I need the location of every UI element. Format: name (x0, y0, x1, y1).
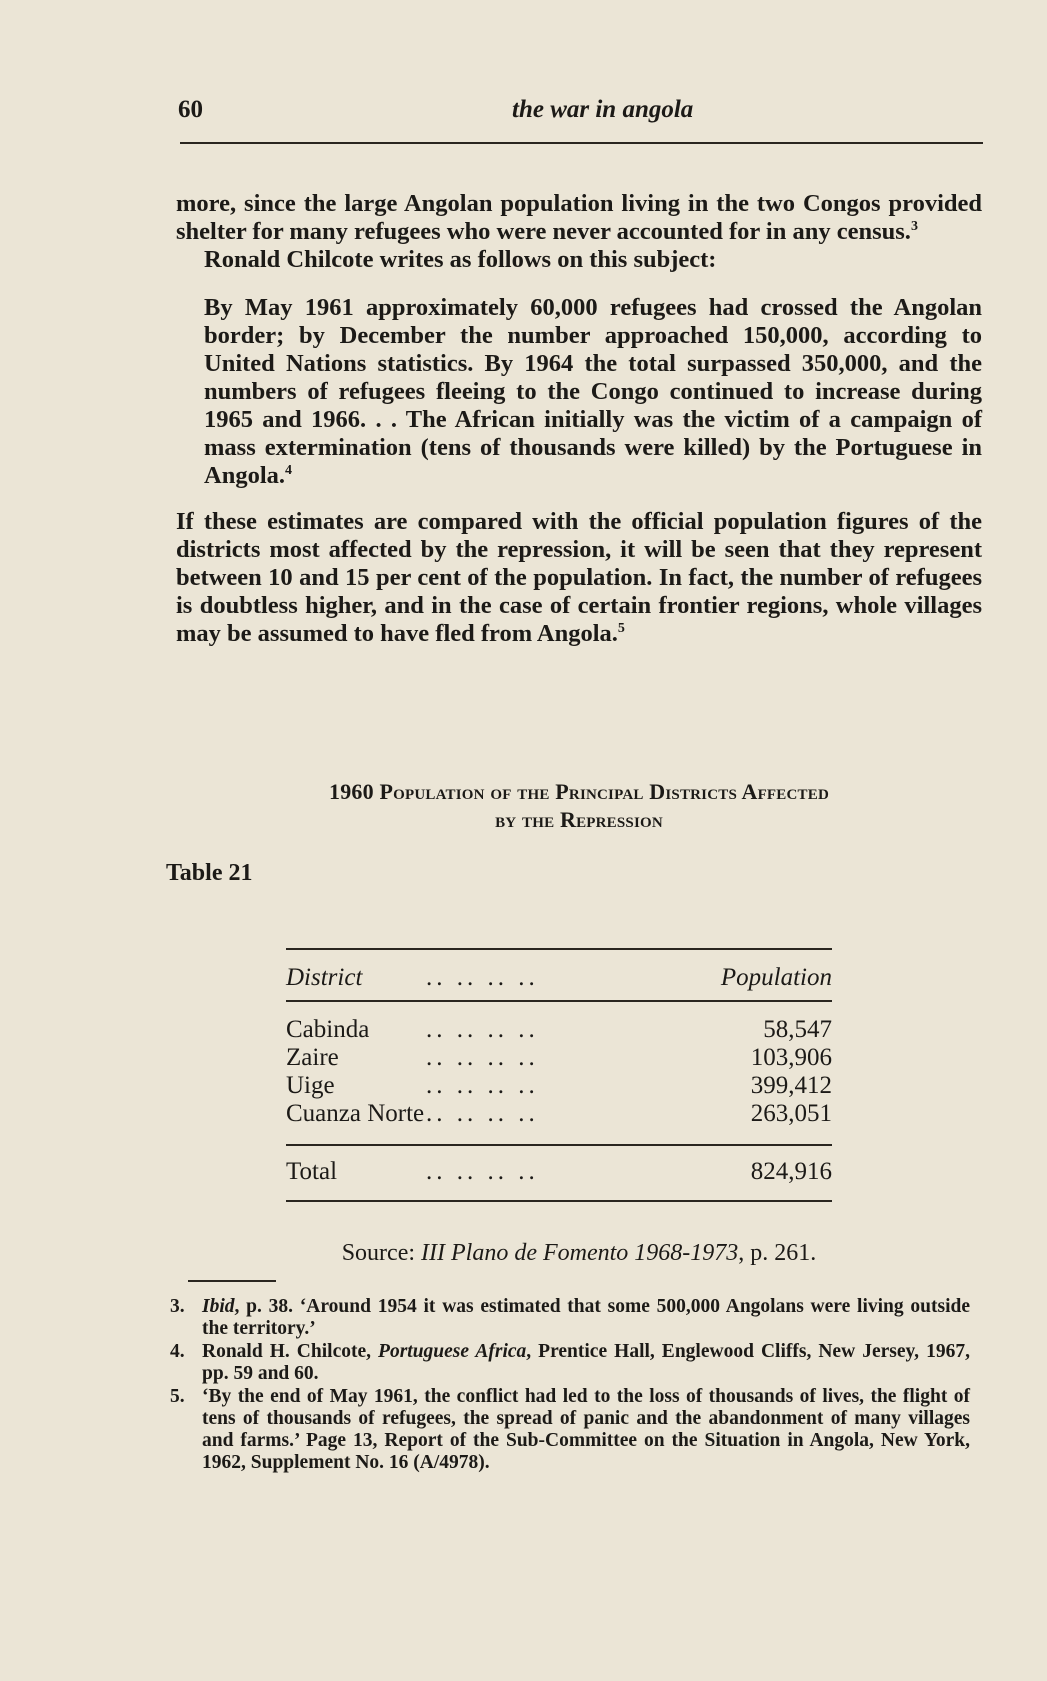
leader-dots: .. .. .. .. (426, 1100, 539, 1127)
block-quote: By May 1961 approximately 60,000 refugees had crossed the Angolan border; by December the number approached 150,000, according to United Nations statistics. By 1964 the total surpassed 350,000, and the numbers of refugees fleeing to the Congo continued to increase during 1965 and 1966. . . The African initially was the victim of a campaign of mass extermination (tens of thousands were killed) by the Portuguese in Angola.$^4$ (204, 294, 982, 489)
leader-dots: .. .. .. .. (426, 1016, 539, 1043)
leader-dots: .. .. .. .. (426, 1072, 539, 1099)
leader-dots: .. .. .. .. (426, 1158, 539, 1185)
paragraph-1: more, since the large Angolan population living in the two Congos provided shelter for many refugees who were never accounted for in any census.$^3$ (176, 190, 982, 245)
body-text (176, 190, 982, 648)
table-header-rule (286, 1000, 832, 1002)
table-bottom-rule (286, 1200, 832, 1202)
district-name: Cuanza Norte (286, 1100, 425, 1127)
population-value: 399,412 (750, 1072, 832, 1099)
population-value: 58,547 (763, 1016, 832, 1043)
header-rule (180, 142, 983, 144)
total-value: 824,916 (750, 1158, 832, 1185)
population-value: 103,906 (750, 1044, 832, 1071)
leader-dots: .. .. .. .. (426, 964, 539, 991)
footnote-ref-3: 3 (910, 218, 918, 234)
table-header-row (286, 964, 832, 992)
table-row (286, 1100, 832, 1128)
district-name: Zaire (286, 1044, 339, 1071)
page-number: 60 (178, 96, 203, 123)
table-row (286, 1072, 832, 1100)
paragraph-2: Ronald Chilcote writes as follows on this subject: (204, 246, 717, 273)
district-name: Cabinda (286, 1016, 370, 1043)
table-total-row (286, 1158, 832, 1186)
footnote-4: 4. Ronald H. Chilcote, Portuguese Africa, Prentice Hall, Englewood Cliffs, New Jersey, 1967, pp. 59 and 60. (170, 1341, 970, 1384)
table-row (286, 1016, 832, 1044)
column-header-population: Population (720, 964, 832, 991)
footnote-ref-5: 5 (617, 620, 625, 636)
district-name: Uige (286, 1072, 335, 1099)
footnote-5: 5. ‘By the end of May 1961, the conflict had led to the loss of thousands of lives, the flight of tens of thousands of refugees, the spread of panic and the abandonment of many villages and farms.’ Page 13, Report of the Sub-Committee on the Situation in Angola, New York, 1962, Supplement No. 16 (A/4978). (170, 1386, 970, 1473)
table-row (286, 1044, 832, 1072)
running-head: the war in angola (512, 96, 694, 123)
page-header (178, 96, 983, 136)
table-label: Table 21 (166, 860, 253, 886)
footnote-3: 3. Ibid, p. 38. ‘Around 1954 it was estimated that some 500,000 Angolans were living outside the territory.’ (170, 1296, 970, 1339)
population-value: 263,051 (750, 1100, 832, 1127)
table-total-rule (286, 1144, 832, 1146)
footnote-ref-4: 4 (285, 462, 293, 478)
paragraph-3: If these estimates are compared with the official population figures of the districts most affected by the repression, it will be seen that they represent between 10 and 15 per cent of the population. In fact, the number of refugees is doubtless higher, and in the case of certain frontier regions, whole villages may be assumed to have fled from Angola.$^5$ (176, 508, 982, 647)
table-source: Source: III Plano de Fomento 1968-1973, p. 261. (341, 1240, 817, 1266)
footnote-rule (188, 1280, 276, 1282)
leader-dots: .. .. .. .. (426, 1044, 539, 1071)
table-title: 1960 Population of the Principal Districts Affected by the Repression (329, 779, 829, 832)
table-top-rule (286, 948, 832, 950)
column-header-district: District (286, 964, 363, 991)
footnotes (170, 1296, 970, 1475)
total-label: Total (286, 1158, 338, 1185)
